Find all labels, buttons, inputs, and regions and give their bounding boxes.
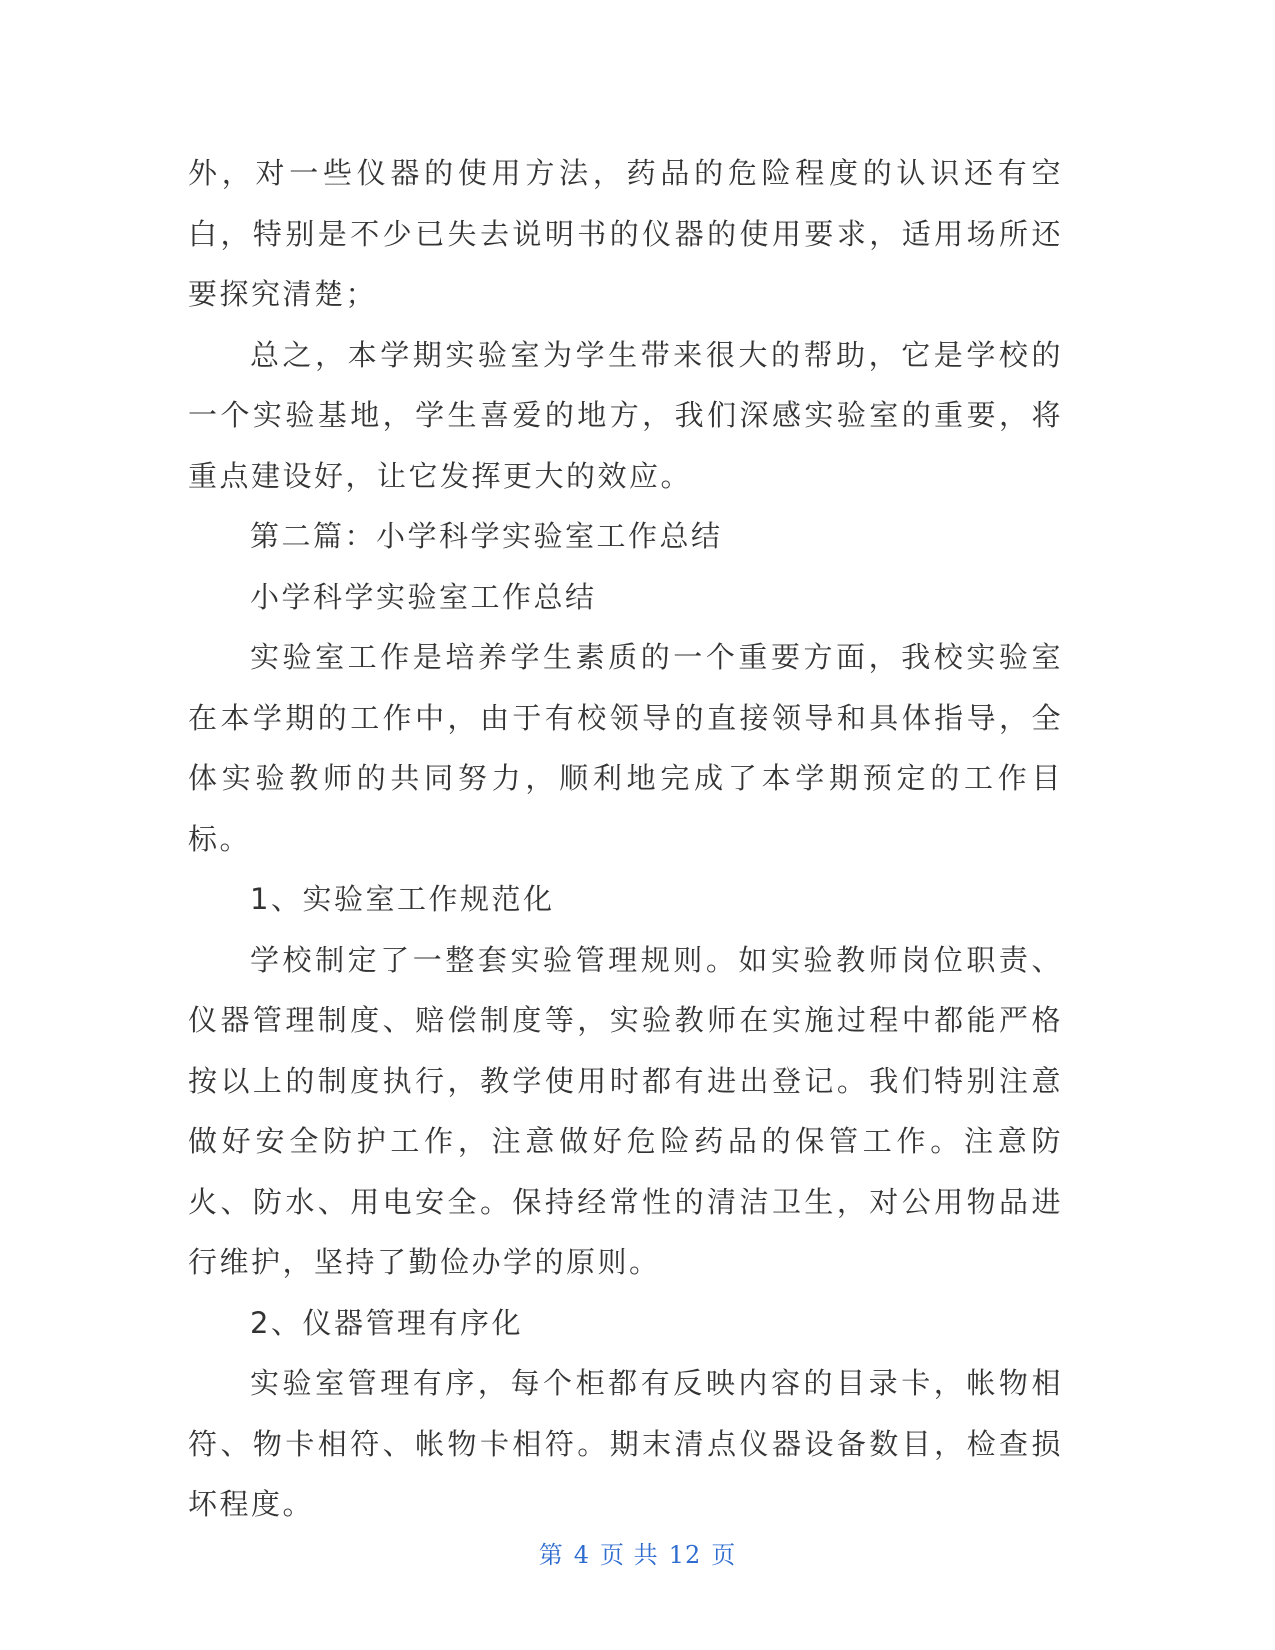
section-heading: 第二篇：小学科学实验室工作总结 xyxy=(250,519,723,553)
paragraph-2: 总之，本学期实验室为学生带来很大的帮助，它是学校的一个实验基地，学生喜爱的地方，我们深感实验室的重要，将重点建设好，让它发挥更大的效应。 xyxy=(188,337,1063,493)
paragraph-1: 外，对一些仪器的使用方法，药品的危险程度的认识还有空白，特别是不少已失去说明书的仪器的使用要求，适用场所还要探究清楚； xyxy=(188,156,1063,311)
footer-page-number: 4 xyxy=(573,1541,591,1569)
footer-suffix: 页 xyxy=(711,1541,737,1569)
subheading-2: 2、仪器管理有序化 xyxy=(250,1305,523,1340)
footer-prefix: 第 xyxy=(538,1541,564,1569)
subheading-1: 1、实验室工作规范化 xyxy=(250,882,555,916)
paragraph-intro: 实验室工作是培养学生素质的一个重要方面，我校实验室在本学期的工作中，由于有校领导的直接领导和具体指导，全体实验教师的共同努力，顺利地完成了本学期预定的工作目标。 xyxy=(188,640,1063,856)
document-title: 小学科学实验室工作总结 xyxy=(250,579,597,614)
document-body xyxy=(188,143,1063,1535)
footer-total-pages: 12 xyxy=(668,1541,702,1569)
paragraph-regulations: 学校制定了一整套实验管理规则。如实验教师岗位职责、仪器管理制度、赔偿制度等，实验教师在实施过程中都能严格按以上的制度执行，教学使用时都有进出登记。我们特别注意做好安全防护工作，注意做好危险药品的保管工作。注意防火、防水、用电安全。保持经常性的清洁卫生，对公用物品进行维护，坚持了勤俭办学的原则。 xyxy=(188,942,1063,1279)
paragraph-instruments: 实验室管理有序，每个柜都有反映内容的目录卡，帐物相符、物卡相符、帐物卡相符。期末清点仪器设备数目，检查损坏程度。 xyxy=(188,1366,1063,1521)
page-footer xyxy=(0,1535,1275,1570)
footer-middle: 页 共 xyxy=(600,1541,659,1569)
